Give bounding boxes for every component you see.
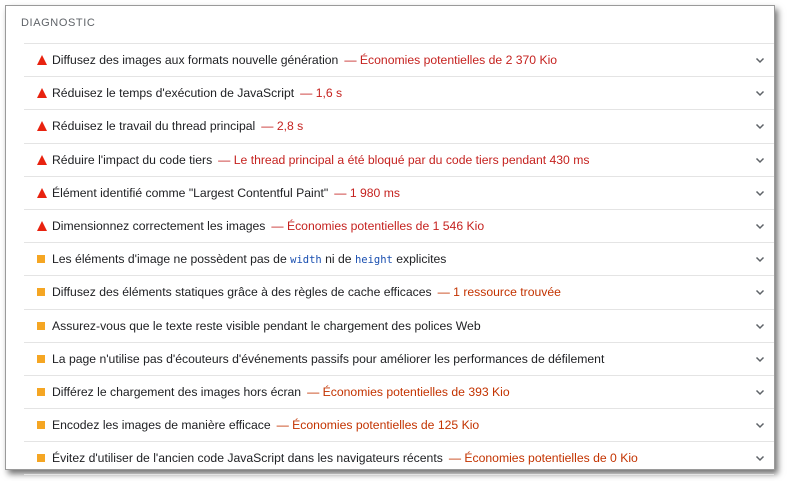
chevron-down-icon[interactable] [754, 286, 766, 298]
audit-row-js-execution-time[interactable] [24, 77, 774, 110]
audit-row-modern-image-formats[interactable] [24, 44, 774, 77]
audit-detail: — Économies potentielles de 125 Kio [276, 418, 480, 433]
audit-title: Réduire l'impact du code tiers [52, 152, 213, 167]
audit-title: La page n'utilise pas d'écouteurs d'événements passifs pour améliorer les performances de défilement [52, 351, 605, 366]
audit-title: Assurez-vous que le texte reste visible pendant le chargement des polices Web [52, 318, 481, 333]
audit-detail: — 2,8 s [261, 119, 304, 134]
audit-title: Encodez les images de manière efficace [52, 418, 271, 433]
audit-row-main-thread-work[interactable] [24, 110, 774, 143]
audit-row-font-display[interactable] [24, 310, 774, 343]
average-square-icon [37, 255, 45, 263]
audit-row-passive-listeners[interactable] [24, 343, 774, 376]
audit-detail: — 1 980 ms [334, 185, 400, 200]
diagnostics-panel [5, 5, 775, 470]
audit-detail: — Économies potentielles de 0 Kio [448, 451, 638, 466]
chevron-down-icon[interactable] [754, 87, 766, 99]
chevron-down-icon[interactable] [754, 154, 766, 166]
chevron-down-icon[interactable] [754, 187, 766, 199]
chevron-down-icon[interactable] [754, 120, 766, 132]
audit-row-offscreen-images[interactable] [24, 376, 774, 409]
audit-row-unsized-images[interactable] [24, 243, 774, 276]
audit-row-optimize-images[interactable] [24, 409, 774, 442]
audit-title: Dimensionnez correctement les images [52, 219, 266, 234]
audit-title: Réduisez le temps d'exécution de JavaScript [52, 86, 295, 101]
chevron-down-icon[interactable] [754, 253, 766, 265]
chevron-down-icon[interactable] [754, 220, 766, 232]
audit-list [24, 43, 774, 475]
section-title: DIAGNOSTIC [21, 17, 96, 29]
audit-title: Les éléments d'image ne possèdent pas de width ni de height explicites [52, 252, 447, 267]
code-height: height [354, 254, 393, 267]
audit-title: Réduisez le travail du thread principal [52, 119, 256, 134]
chevron-down-icon[interactable] [754, 452, 766, 464]
audit-title: Élément identifié comme "Largest Contentful Paint" [52, 185, 329, 200]
fail-triangle-icon [37, 221, 47, 231]
audit-row-legacy-javascript[interactable] [24, 442, 774, 475]
audit-row-third-party-code[interactable] [24, 144, 774, 177]
fail-triangle-icon [37, 55, 47, 65]
code-width: width [290, 254, 322, 267]
average-square-icon [37, 421, 45, 429]
audit-row-lcp-element[interactable] [24, 177, 774, 210]
audit-row-cache-policy[interactable] [24, 276, 774, 309]
audit-title: Différez le chargement des images hors écran [52, 384, 302, 399]
chevron-down-icon[interactable] [754, 419, 766, 431]
fail-triangle-icon [37, 188, 47, 198]
average-square-icon [37, 288, 45, 296]
audit-detail: — 1,6 s [300, 86, 343, 101]
audit-detail: — Économies potentielles de 393 Kio [307, 384, 510, 399]
fail-triangle-icon [37, 88, 47, 98]
audit-detail: — Le thread principal a été bloqué par du code tiers pendant 430 ms [218, 152, 590, 167]
average-square-icon [37, 355, 45, 363]
audit-detail: — Économies potentielles de 1 546 Kio [271, 219, 485, 234]
fail-triangle-icon [37, 121, 47, 131]
audit-detail: — 1 ressource trouvée [437, 285, 561, 300]
audit-row-properly-size-images[interactable] [24, 210, 774, 243]
audit-detail: — Économies potentielles de 2 370 Kio [344, 53, 558, 68]
audit-title: Évitez d'utiliser de l'ancien code JavaScript dans les navigateurs récents [52, 451, 443, 466]
average-square-icon [37, 388, 45, 396]
chevron-down-icon[interactable] [754, 353, 766, 365]
audit-title: Diffusez des éléments statiques grâce à des règles de cache efficaces [52, 285, 432, 300]
chevron-down-icon[interactable] [754, 320, 766, 332]
audit-title: Diffusez des images aux formats nouvelle génération [52, 53, 339, 68]
average-square-icon [37, 454, 45, 462]
chevron-down-icon[interactable] [754, 54, 766, 66]
chevron-down-icon[interactable] [754, 386, 766, 398]
fail-triangle-icon [37, 155, 47, 165]
average-square-icon [37, 322, 45, 330]
